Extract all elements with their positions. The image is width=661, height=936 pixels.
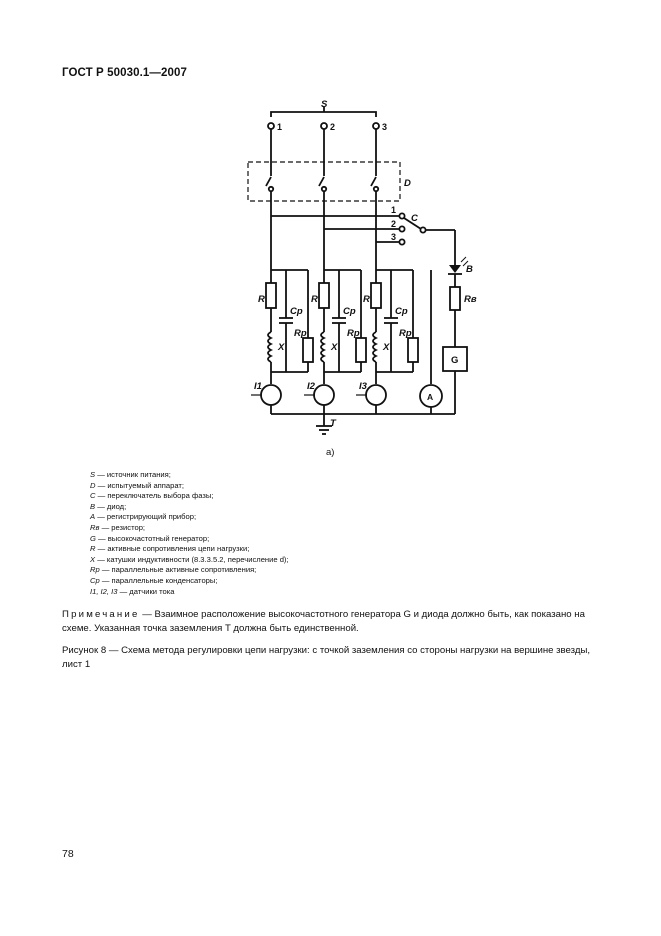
legend-row: Rp — параллельные активные сопротивления;	[90, 565, 257, 575]
coil-label: X	[278, 342, 285, 353]
resistor-rp	[303, 338, 313, 362]
current-sensor	[261, 385, 281, 405]
legend-row: G — высокочастотный генератор;	[90, 533, 210, 543]
legend-row: B — диод;	[90, 501, 127, 511]
terminal-2-label: 2	[330, 122, 336, 132]
figure-caption: Рисунок 8 — Схема метода регулировки цепи нагрузки: с точкой заземления со стороны нагрузки на вершине звезды, лист 1	[62, 645, 591, 670]
legend-row: D — испытуемый аппарат;	[90, 480, 184, 490]
legend-row: S — источник питания;	[90, 470, 171, 479]
resistor-rv-label: Rв	[464, 294, 477, 305]
legend-row: X — катушки индуктивности (8.3.3.5.2, перечисление d);	[90, 554, 289, 564]
sensor-label: I2	[307, 381, 315, 392]
resistor-r-label: R	[363, 294, 370, 305]
legend-row: C — переключатель выбора фазы;	[90, 491, 214, 501]
switch-pos-1-label: 1	[391, 205, 397, 215]
meter-label: A	[427, 392, 434, 402]
document-header: ГОСТ Р 50030.1—2007	[62, 67, 187, 79]
current-sensor	[366, 385, 386, 405]
subfigure-label: a)	[326, 447, 335, 458]
resistor-rp	[408, 338, 418, 362]
legend-row: I1, I2, I3 — датчики тока	[90, 586, 175, 596]
note-paragraph	[62, 608, 602, 636]
resistor-r	[266, 283, 276, 308]
device-label: D	[404, 178, 411, 189]
source-label: S	[321, 99, 328, 110]
legend	[90, 470, 289, 597]
cap-label: Cp	[395, 306, 408, 317]
parallel-resistor-label: Rp	[347, 328, 360, 339]
resistor-r	[319, 283, 329, 308]
switch-pos-3-label: 3	[391, 232, 397, 242]
resistor-r	[371, 283, 381, 308]
coil-label: X	[331, 342, 338, 353]
terminal-3-label: 3	[382, 122, 388, 132]
switch-label: C	[411, 213, 418, 224]
legend-row: A — регистрирующий прибор;	[90, 512, 197, 522]
note-label: Примечание	[62, 609, 140, 620]
switch-pos-2-label: 2	[391, 219, 397, 229]
current-sensor	[314, 385, 334, 405]
sensor-label: I1	[254, 381, 262, 392]
inductor-coil	[373, 332, 376, 362]
load-branches	[251, 270, 418, 414]
legend-row: Rв — резистор;	[90, 522, 146, 532]
legend-row: Cp — параллельные конденсаторы;	[90, 575, 218, 585]
inductor-coil	[321, 332, 324, 362]
diode-label: B	[466, 264, 473, 275]
page-number: 78	[62, 848, 74, 860]
parallel-resistor-label: Rp	[294, 328, 307, 339]
resistor-rp	[356, 338, 366, 362]
resistor-r-label: R	[311, 294, 318, 305]
parallel-resistor-label: Rp	[399, 328, 412, 339]
inductor-coil	[268, 332, 271, 362]
note-text: — Взаимное расположение высокочастотного генератора G и диода должно быть, как показано на схеме. Указанная точка заземления T должна быть единственной.	[62, 609, 585, 634]
legend-row: R — активные сопротивления цепи нагрузки;	[90, 544, 250, 554]
sensor-label: I3	[359, 381, 367, 392]
terminal-1-label: 1	[277, 122, 283, 132]
cap-label: Cp	[343, 306, 356, 317]
ground-label: T	[330, 418, 336, 429]
coil-label: X	[383, 342, 390, 353]
generator-label: G	[451, 355, 459, 366]
cap-label: Cp	[290, 306, 303, 317]
resistor-r-label: R	[258, 294, 265, 305]
